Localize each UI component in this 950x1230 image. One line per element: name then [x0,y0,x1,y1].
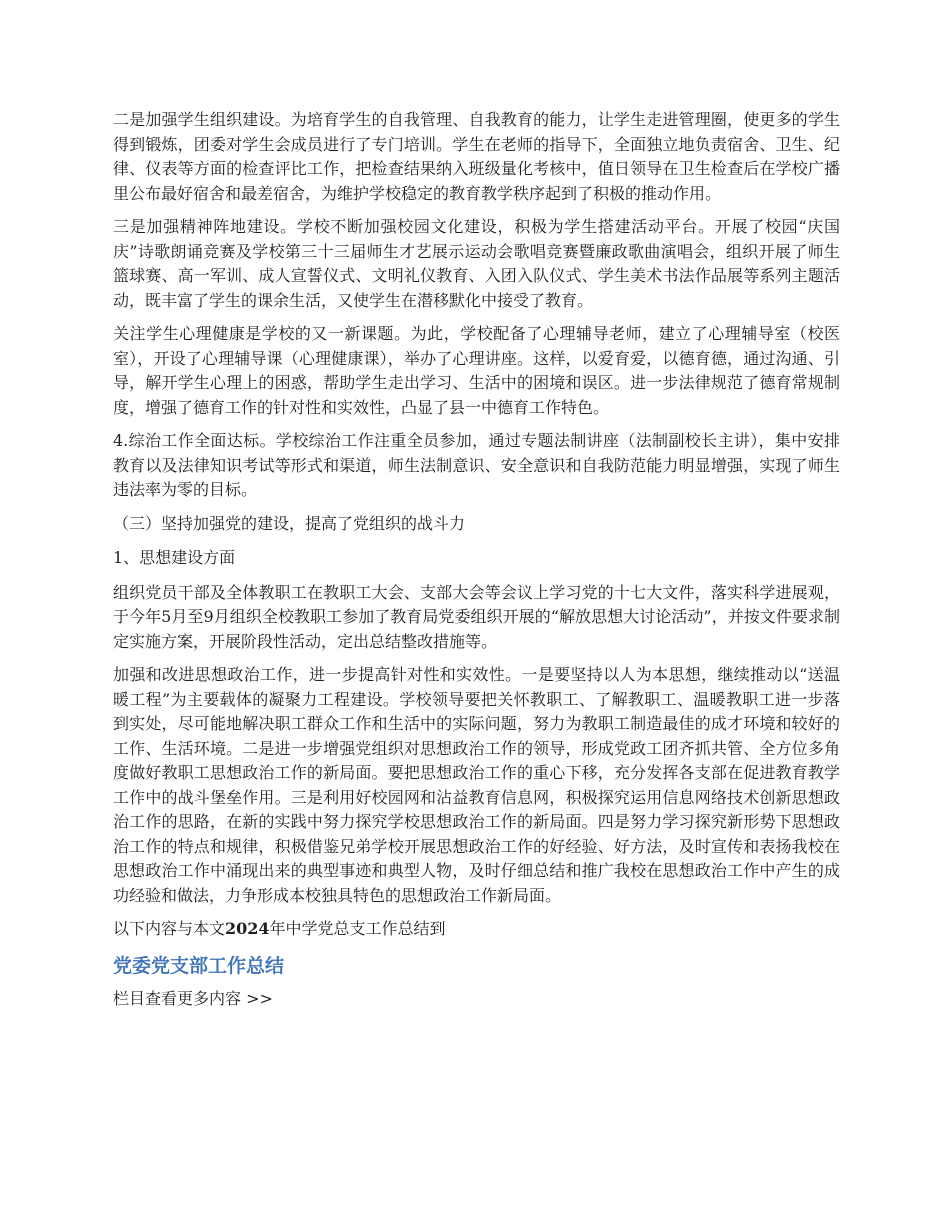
paragraph-mental-health: 关注学生心理健康是学校的又一新课题。为此，学校配备了心理辅导老师，建立了心理辅导室（校医室），开设了心理辅导课（心理健康课），举办了心理讲座。这样，以爱育爱，以德育德，通过沟通、引导，解开学生心理上的困惑，帮助学生走出学习、生活中的困境和误区。进一步法律规范了德育常规制度，增强了德育工作的针对性和实效性，凸显了县一中德育工作特色。 [113,324,840,417]
paragraph-student-organization: 二是加强学生组织建设。为培育学生的自我管理、自我教育的能力，让学生走进管理圈，使更多的学生得到锻炼，团委对学生会成员进行了专门培训。学生在老师的指导下，全面独立地负责宿舍、卫生、纪律、仪表等方面的检查评比工作，把检查结果纳入班级量化考核中，值日领导在卫生检查后在学校广播里公布最好宿舍和最差宿舍，为维护学校稳定的教育教学秩序起到了积极的推动作用。 [113,110,840,203]
related-article-link[interactable]: 党委党支部工作总结 [113,954,285,977]
related-suffix: 年中学党总支工作总结到 [269,919,446,938]
related-prefix: 以下内容与本文 [113,919,226,938]
section-heading: （三）坚持加强党的建设，提高了党组织的战斗力 [113,513,466,533]
paragraph-spiritual-front: 三是加强精神阵地建设。学校不断加强校园文化建设，积极为学生搭建活动平台。开展了校园“庆国庆”诗歌朗诵竞赛及学校第三十三届师生才艺展示运动会歌唱竞赛暨廉政歌曲演唱会，组织开展了师生篮球赛、高一军训、成人宣誓仪式、文明礼仪教育、入团入队仪式、学生美术书法作品展等系列主题活动，既丰富了学生的课余生活，又使学生在潜移默化中接受了教育。 [113,217,840,310]
paragraph-political-work: 加强和改进思想政治工作，进一步提高针对性和实效性。一是要坚持以人为本思想，继续推动以“送温暖工程”为主要载体的凝聚力工程建设。学校领导要把关怀教职工、了解教职工、温暖教职工进一步落到实处，尽可能地解决职工群众工作和生活中的实际问题，努力为教职工制造最佳的成才环境和较好的工作、生活环境。二是进一步增强党组织对思想政治工作的领导，形成党政工团齐抓共管、全方位多角度做好教职工思想政治工作的新局面。要把思想政治工作的重心下移，充分发挥各支部在促进教育教学工作中的战斗堡垒作用。三是利用好校园网和沾益教育信息网，积极探究运用信息网络技术创新思想政治工作的思路，在新的实践中努力探究学校思想政治工作的新局面。四是努力学习探究新形势下思想政治工作的特点和规律，积极借鉴兄弟学校开展思想政治工作的好经验、好方法，及时宣传和表扬我校在思想政治工作中涌现出来的典型事迹和典型人物，及时仔细总结和推广我校在思想政治工作中产生的成功经验和做法，力争形成本校独具特色的思想政治工作新局面。 [113,665,840,905]
sub-heading: 1、思想建设方面 [113,548,236,567]
view-more-link[interactable]: 栏目查看更多内容 >> [113,988,273,1008]
related-content-line [113,917,840,942]
document-body [113,108,840,1011]
paragraph-party-study: 组织党员干部及全体教职工在教职工大会、支部大会等会议上学习党的十七大文件，落实科学进展观，于今年5月至9月组织全校教职工参加了教育局党委组织开展的“解放思想大讨论活动”，并按文件要求制定实施方案，开展阶段性活动，定出总结整改措施等。 [113,582,840,651]
paragraph-comprehensive-governance: 4.综治工作全面达标。学校综治工作注重全员参加，通过专题法制讲座（法制副校长主讲），集中安排教育以及法律知识考试等形式和渠道，师生法制意识、安全意识和自我防范能力明显增强，实现了师生违法率为零的目标。 [113,431,840,499]
related-year: 2024 [225,919,270,938]
